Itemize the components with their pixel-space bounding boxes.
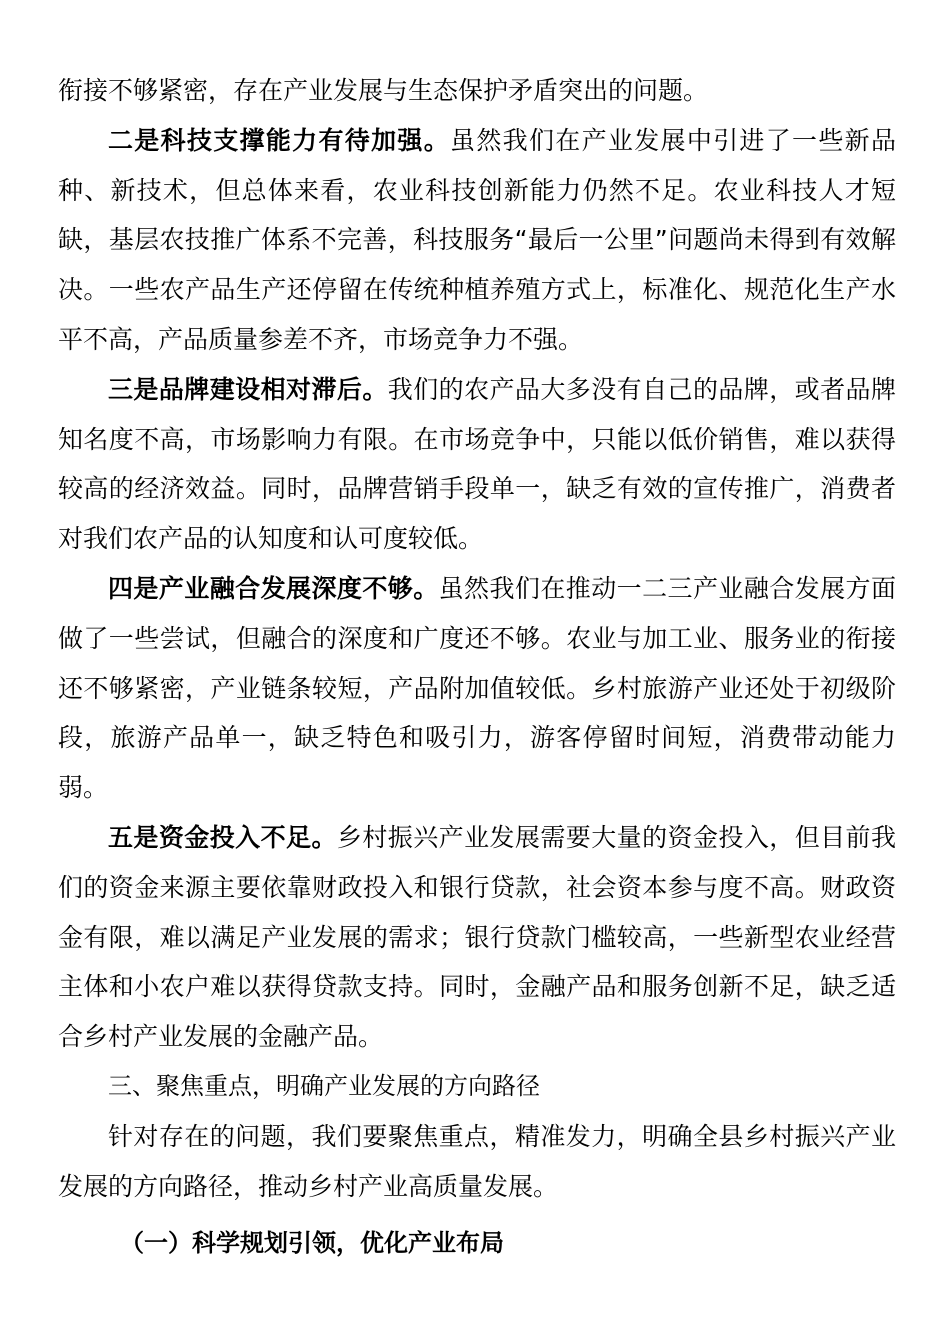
issue-lead-4: 四是产业融合发展深度不够。	[108, 573, 439, 603]
issue-lead-3: 三是品牌建设相对滞后。	[108, 374, 388, 404]
issue-text-5: 乡村振兴产业发展需要大量的资金投入，但目前我们的资金来源主要依靠财政投入和银行贷款，社会资本参与度不高。财政资金有限，难以满足产业发展的需求；银行贷款门槛较高，一些新型农业经营主体和小农户难以获得贷款支持。同时，金融产品和服务创新不足，缺乏适合乡村产业发展的金融产品。	[58, 822, 896, 1052]
intro-continuation-paragraph: 衔接不够紧密，存在产业发展与生态保护矛盾突出的问题。	[58, 76, 709, 105]
issue-paragraph-2	[58, 116, 896, 365]
section-intro-paragraph: 针对存在的问题，我们要聚焦重点，精准发力，明确全县乡村振兴产业发展的方向路径，推动乡村产业高质量发展。	[58, 1121, 896, 1201]
issue-paragraph-4	[58, 564, 896, 813]
issue-lead-5: 五是资金投入不足。	[108, 822, 337, 852]
issue-paragraph-3	[58, 365, 896, 564]
document-body	[58, 66, 896, 1269]
issue-paragraph-5	[58, 813, 896, 1062]
issue-text-3: 我们的农产品大多没有自己的品牌，或者品牌知名度不高，市场影响力有限。在市场竞争中，只能以低价销售，难以获得较高的经济效益。同时，品牌营销手段单一，缺乏有效的宣传推广，消费者对我们农产品的认知度和认可度较低。	[58, 374, 896, 554]
section-heading: 三、聚焦重点，明确产业发展的方向路径	[108, 1071, 540, 1100]
issue-text-2: 虽然我们在产业发展中引进了一些新品种、新技术，但总体来看，农业科技创新能力仍然不足。农业科技人才短缺，基层农技推广体系不完善，科技服务“最后一公里”问题尚未得到有效解决。一些农产品生产还停留在传统种植养殖方式上，标准化、规范化生产水平不高，产品质量参差不齐，市场竞争力不强。	[58, 125, 896, 354]
issue-text-4: 虽然我们在推动一二三产业融合发展方面做了一些尝试，但融合的深度和广度还不够。农业与加工业、服务业的衔接还不够紧密，产业链条较短，产品附加值较低。乡村旅游产业还处于初级阶段，旅游产品单一，缺乏特色和吸引力，游客停留时间短，消费带动能力弱。	[58, 573, 896, 803]
issue-lead-2: 二是科技支撑能力有待加强。	[108, 125, 451, 155]
subheading: （一）科学规划引领，优化产业布局	[120, 1229, 504, 1258]
